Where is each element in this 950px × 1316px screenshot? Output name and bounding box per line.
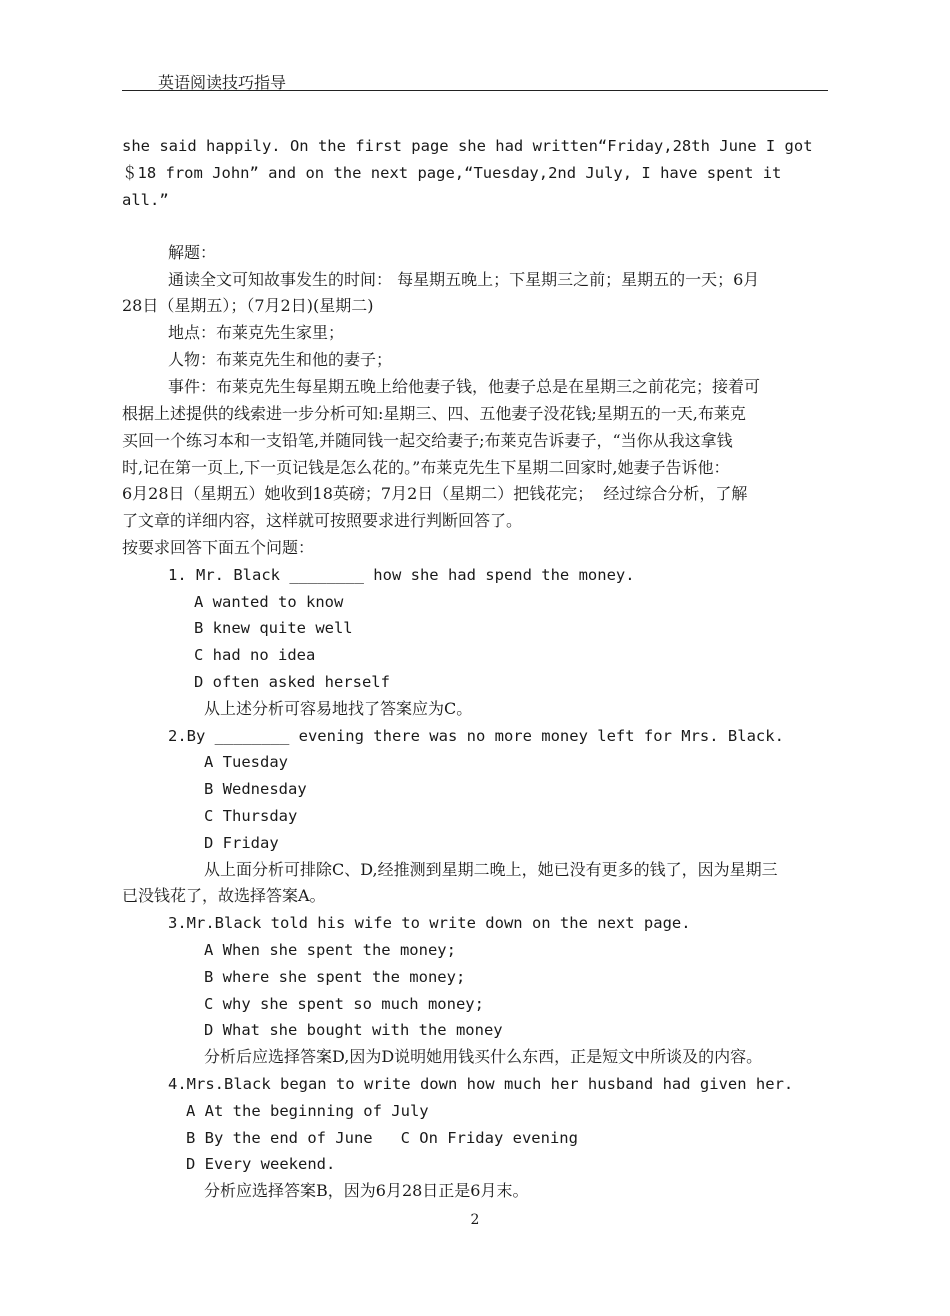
question-option: D Every weekend. [186,1155,336,1173]
analysis-place: 地点：布莱克先生家里； [168,323,345,342]
analysis-event: 根据上述提供的线索进一步分析可知:星期三、四、五他妻子没花钱;星期五的一天,布莱克 [122,404,746,423]
question-stem: 3.Mr.Black told his wife to write down on the next page. [168,914,691,932]
analysis-instruction: 按要求回答下面五个问题： [122,538,315,557]
question-explanation: 分析应选择答案B，因为6月28日正是6月末。 [204,1181,529,1200]
question-stem: 4.Mrs.Black began to write down how much her husband had given her. [168,1075,794,1093]
analysis-people: 人物：布莱克先生和他的妻子； [168,350,393,369]
question-option: A wanted to know [194,593,344,611]
question-option: D What she bought with the money [204,1021,503,1039]
analysis-heading: 解题： [168,243,217,262]
question-explanation: 已没钱花了，故选择答案A。 [122,886,326,905]
header-title: 英语阅读技巧指导 [158,73,287,92]
question-option: B knew quite well [194,619,353,637]
analysis-time: 28日（星期五）；（7月2日)(星期二) [122,296,374,315]
analysis-event: 事件：布莱克先生每星期五晚上给他妻子钱，他妻子总是在星期三之前花完；接着可 [168,377,761,396]
question-option: A Tuesday [204,753,288,771]
question-stem: 1. Mr. Black ________ how she had spend the money. [168,566,635,584]
question-option: C had no idea [194,646,316,664]
analysis-event: 6月28日（星期五）她收到18英磅；7月2日（星期二）把钱花完； 经过综合分析，了解 [122,484,748,503]
question-option: D Friday [204,834,279,852]
question-explanation: 从上面分析可排除C、D,经推测到星期二晚上，她已没有更多的钱了，因为星期三 [204,860,778,879]
passage-line: she said happily. On the first page she had written“Friday,28th June I got [122,137,813,155]
question-option: C why she spent so much money; [204,995,484,1013]
question-explanation: 从上述分析可容易地找了答案应为C。 [204,699,473,718]
analysis-event: 时,记在第一页上,下一页记钱是怎么花的。”布莱克先生下星期二回家时,她妻子告诉他： [122,458,730,477]
page-number: 2 [470,1212,480,1228]
analysis-event: 买回一个练习本和一支铅笔,并随同钱一起交给妻子;布莱克告诉妻子，“当你从我这拿钱 [122,431,733,450]
question-option: A When she spent the money; [204,941,456,959]
question-option: D often asked herself [194,673,390,691]
question-stem: 2.By ________ evening there was no more money left for Mrs. Black. [168,727,784,745]
question-option: C Thursday [204,807,298,825]
question-explanation: 分析后应选择答案D,因为D说明她用钱买什么东西，正是短文中所谈及的内容。 [204,1047,763,1066]
analysis-time: 通读全文可知故事发生的时间： 每星期五晚上；下星期三之前；星期五的一天；6月 [168,270,760,289]
question-option: A At the beginning of July [186,1102,429,1120]
question-option: B where she spent the money; [204,968,466,986]
question-option: B Wednesday [204,780,307,798]
passage-line: ＄18 from John” and on the next page,“Tuesday,2nd July, I have spent it [122,164,782,182]
page-header [122,66,828,91]
question-option: B By the end of June C On Friday evening [186,1129,578,1147]
analysis-event: 了文章的详细内容，这样就可按照要求进行判断回答了。 [122,511,523,530]
passage-line: all.” [122,191,169,209]
